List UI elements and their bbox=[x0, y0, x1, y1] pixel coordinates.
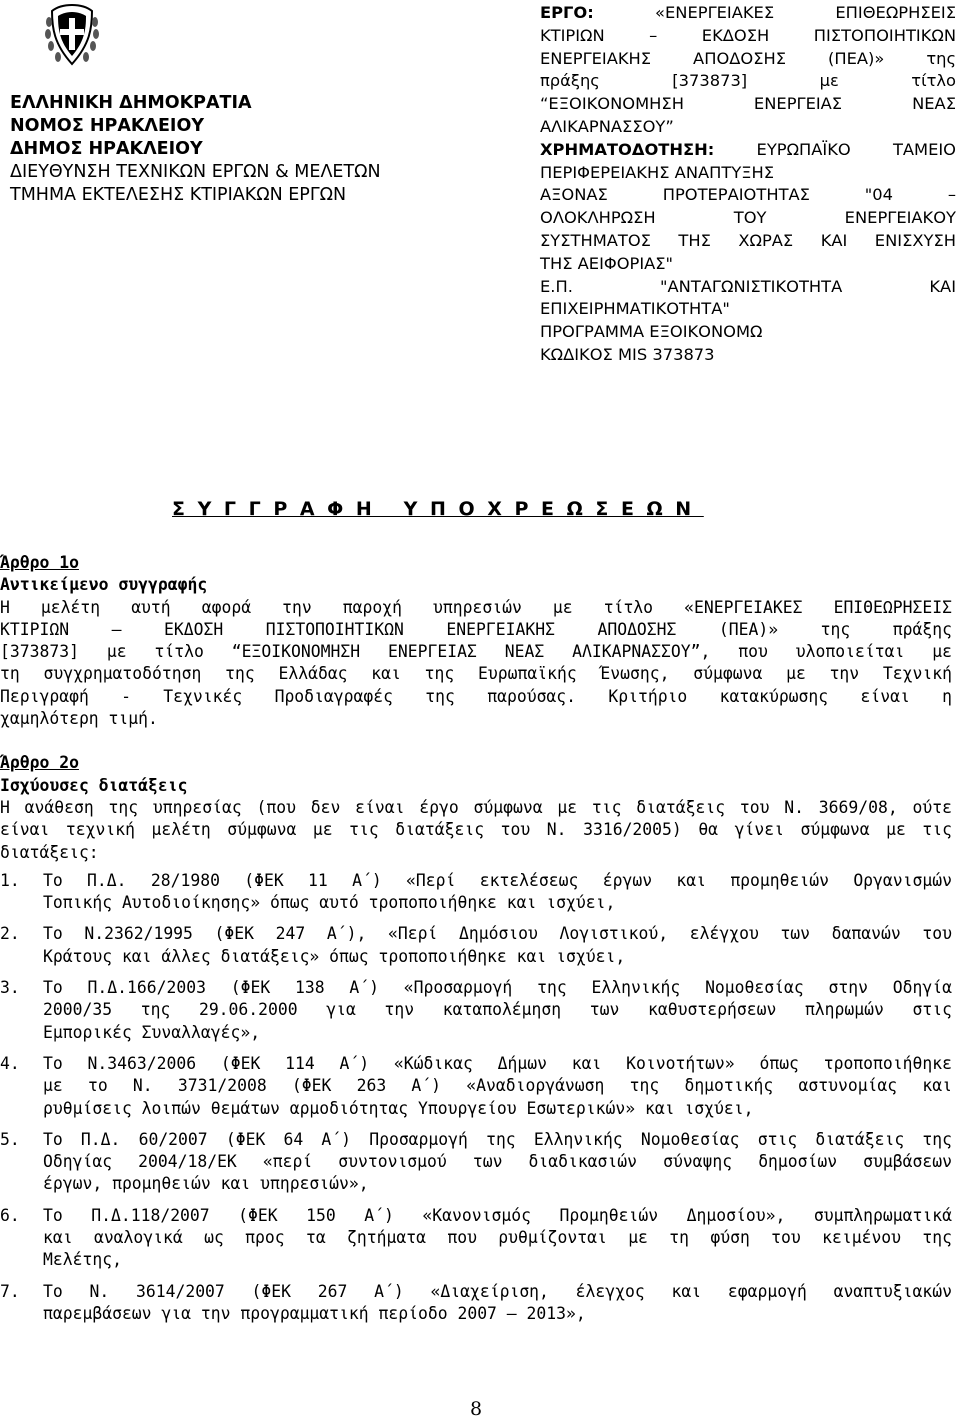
project-mis-code: ΚΩΔΙΚΟΣ MIS 373873 bbox=[540, 344, 715, 364]
project-work-line-2: ΚΤΙΡΙΩΝ – ΕΚΔΟΣΗ ΠΙΣΤΟΠΟΙΗΤΙΚΩΝ bbox=[540, 25, 956, 45]
issuer-department: ΤΜΗΜΑ ΕΚΤΕΛΕΣΗΣ ΚΤΙΡΙΑΚΩΝ ΕΡΓΩΝ bbox=[10, 185, 347, 205]
project-funding-line-1: ΧΡΗΜΑΤΟΔΟΤΗΣΗ: ΕΥΡΩΠΑΪΚΟ ΤΑΜΕΙΟ bbox=[540, 139, 956, 159]
project-work-line-5: “ΕΞΟΙΚΟΝΟΜΗΣΗ ΕΝΕΡΓΕΙΑΣ ΝΕΑΣ bbox=[540, 94, 956, 114]
project-ep-line-1: Ε.Π. "ΑΝΤΑΓΩΝΙΣΤΙΚΟΤΗΤΑ ΚΑΙ bbox=[540, 276, 956, 296]
article-1-subtitle: Αντικείμενο συγγραφής bbox=[0, 575, 208, 595]
page-number: 8 bbox=[470, 1398, 483, 1420]
list-item: 2. Το Ν.2362/1995 (ΦΕΚ 247 Α΄), «Περί Δημόσιου Λογιστικού, ελέγχου των δαπανών του Κράτους και άλλες διατάξεις» όπως τροποποιήθηκε και ισχύει, bbox=[0, 924, 952, 966]
article-1-title: Άρθρο 1ο bbox=[0, 553, 79, 572]
issuer-municipality: ΔΗΜΟΣ ΗΡΑΚΛΕΙΟΥ bbox=[10, 139, 203, 159]
document-body bbox=[0, 552, 952, 1334]
list-item: 1. Το Π.Δ. 28/1980 (ΦΕΚ 11 Α΄) «Περί εκτελέσεως έργων και προμηθειών Οργανισμών Τοπικής Αυτοδιοίκησης» όπως αυτό τροποποιήθηκε και ισχύει, bbox=[0, 870, 952, 913]
issuer-prefecture: ΝΟΜΟΣ ΗΡΑΚΛΕΙΟΥ bbox=[10, 116, 204, 136]
project-work-line-4: πράξης [373873] με τίτλο bbox=[540, 71, 956, 91]
project-axis-line-2: ΟΛΟΚΛΗΡΩΣΗ ΤΟΥ ΕΝΕΡΓΕΙΑΚΟΥ bbox=[540, 208, 956, 228]
greek-republic-emblem bbox=[40, 2, 104, 68]
project-program: ΠΡΟΓΡΑΜΜΑ ΕΞΟΙΚΟΝΟΜΩ bbox=[540, 322, 763, 342]
document-heading: ΣΥΓΓΡΑΦΗ ΥΠΟΧΡΕΩΣΕΩΝ bbox=[172, 498, 704, 520]
project-ep-line-2: ΕΠΙΧΕΙΡΗΜΑΤΙΚΟΤΗΤΑ" bbox=[540, 299, 730, 319]
work-label: ΕΡΓΟ: bbox=[540, 3, 594, 22]
list-item: 5. Το Π.Δ. 60/2007 (ΦΕΚ 64 Α΄) Προσαρμογή της Ελληνικής Νομοθεσίας στις διατάξεις της Οδηγίας 2004/18/ΕΚ «περί συντονισμού των διαδικασιών σύναψης δημοσίων συμβάσεων έργων, προμηθειών και υπηρεσιών», bbox=[0, 1129, 952, 1194]
issuer-directorate: ΔΙΕΥΘΥΝΣΗ ΤΕΧΝΙΚΩΝ ΕΡΓΩΝ & ΜΕΛΕΤΩΝ bbox=[10, 162, 381, 182]
list-item: 3. Το Π.Δ.166/2003 (ΦΕΚ 138 Α΄) «Προσαρμογή της Ελληνικής Νομοθεσίας στην Οδηγία 2000/35 της 29.06.2000 για την καταπολέμηση των καθυστερήσεων πληρωμών στις Εμπορικές Συναλλαγές», bbox=[0, 978, 952, 1042]
list-item: 4. Το Ν.3463/2006 (ΦΕΚ 114 Α΄) «Κώδικας Δήμων και Κοινοτήτων» όπως τροποποιήθηκε με το Ν. 3731/2008 (ΦΕΚ 263 Α΄) «Αναδιοργάνωση της δημοτικής αστυνομίας και ρυθμίσεις λοιπών θεμάτων αρμοδιότητας Υπουργείου Εσωτερικών» και ισχύει, bbox=[0, 1053, 952, 1118]
project-info-block bbox=[540, 2, 956, 367]
project-work-line-6: ΑΛΙΚΑΡΝΑΣΣΟΥ” bbox=[540, 116, 674, 136]
list-item: 6. Το Π.Δ.118/2007 (ΦΕΚ 150 Α΄) «Κανονισμός Προμηθειών Δημοσίου», συμπληρωματικά και αναλογικά ως προς τα ζητήματα που ρυθμίζονται με τη φύση του κειμένου της Μελέτης, bbox=[0, 1205, 952, 1270]
list-item: 7. Το Ν. 3614/2007 (ΦΕΚ 267 Α΄) «Διαχείριση, έλεγχος και εφαρμογή αναπτυξιακών παρεμβάσεων για την προγραμματική περίοδο 2007 – 2013», bbox=[0, 1281, 952, 1323]
article-2-paragraph: Η ανάθεση της υπηρεσίας (που δεν είναι έργο σύμφωνα με τις διατάξεις του Ν. 3669/08, ούτε είναι τεχνική μελέτη σύμφωνα με τις διατάξεις του Ν. 3316/2005) θα γίνει σύμφωνα με τις διατάξεις: bbox=[0, 797, 952, 862]
issuer-block bbox=[10, 92, 510, 207]
article-1-paragraph: Η μελέτη αυτή αφορά την παροχή υπηρεσιών με τίτλο «ΕΝΕΡΓΕΙΑΚΕΣ ΕΠΙΘΕΩΡΗΣΕΙΣ ΚΤΙΡΙΩΝ – ΕΚΔΟΣΗ ΠΙΣΤΟΠΟΙΗΤΙΚΩΝ ΕΝΕΡΓΕΙΑΚΗΣ ΑΠΟΔΟΣΗΣ (ΠΕΑ)» της πράξης [373873] με τίτλο “ΕΞΟΙΚΟΝΟΜΗΣΗ ΕΝΕΡΓΕΙΑΣ ΝΕΑΣ ΑΛΙΚΑΡΝΑΣΣΟΥ”, που υλοποιείται με τη συγχρηματοδότηση της Ελλάδας και της Ευρωπαϊκής Ένωσης, σύμφωνα με την Τεχνική Περιγραφή - Τεχνικές Προδιαγραφές της παρούσας. Κριτήριο κατακύρωσης είναι η χαμηλότερη τιμή. bbox=[0, 597, 952, 729]
article-2-subtitle: Ισχύουσες διατάξεις bbox=[0, 775, 188, 795]
project-axis-line-4: ΤΗΣ ΑΕΙΦΟΡΙΑΣ" bbox=[540, 253, 674, 273]
project-work-line-1: ΕΡΓΟ: «ΕΝΕΡΓΕΙΑΚΕΣ ΕΠΙΘΕΩΡΗΣΕΙΣ bbox=[540, 3, 956, 22]
project-work-line-3: ΕΝΕΡΓΕΙΑΚΗΣ ΑΠΟΔΟΣΗΣ (ΠΕΑ)» της bbox=[540, 48, 956, 68]
article-2-title: Άρθρο 2ο bbox=[0, 753, 79, 773]
project-axis-line-1: ΑΞΟΝΑΣ ΠΡΟΤΕΡΑΙΟΤΗΤΑΣ "04 – bbox=[540, 185, 956, 205]
funding-label: ΧΡΗΜΑΤΟΔΟΤΗΣΗ: bbox=[540, 139, 715, 159]
project-axis-line-3: ΣΥΣΤΗΜΑΤΟΣ ΤΗΣ ΧΩΡΑΣ ΚΑΙ ΕΝΙΣΧΥΣΗ bbox=[540, 230, 956, 250]
project-funding-line-2: ΠΕΡΙΦΕΡΕΙΑΚΗΣ ΑΝΑΠΤΥΞΗΣ bbox=[540, 162, 775, 182]
provisions-list bbox=[0, 870, 952, 1325]
issuer-republic: ΕΛΛΗΝΙΚΗ ΔΗΜΟΚΡΑΤΙΑ bbox=[10, 93, 252, 113]
